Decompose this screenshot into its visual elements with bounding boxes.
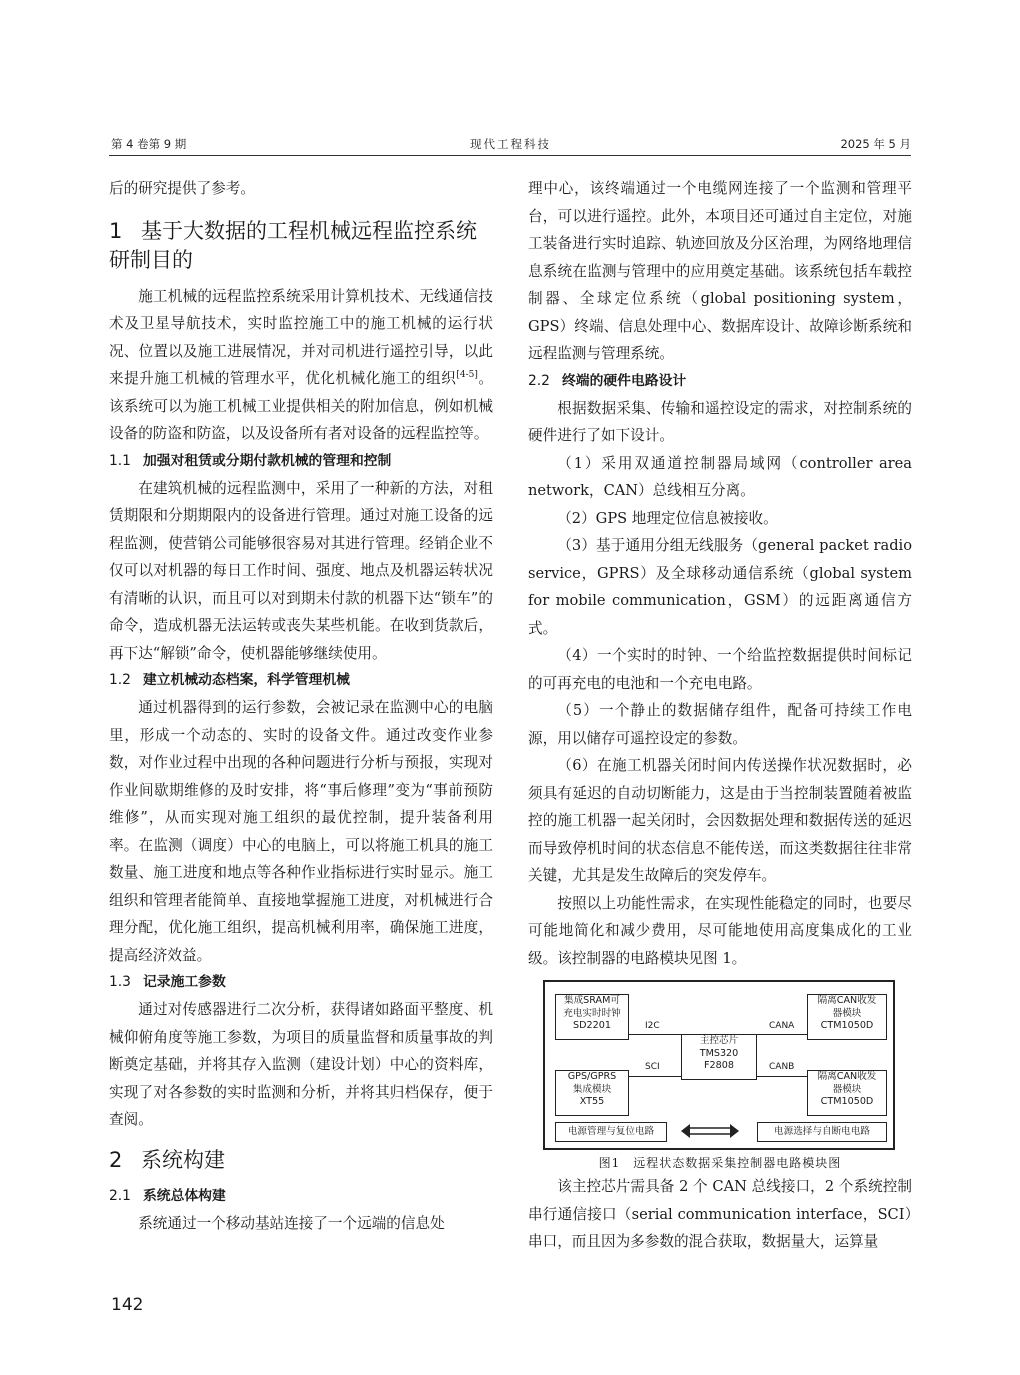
can-a-transceiver-block: 隔离CAN收发 器模块 CTM1050D [807,994,887,1040]
subsection-heading-1-1: 1.1 加强对租赁或分期付款机械的管理和控制 [109,452,392,469]
canb-label: CANB [769,1062,795,1072]
gps-gprs-block: GPS/GPRS 集成模块 XT55 [555,1070,629,1116]
paragraph: 按照以上功能性需求，在实现性能稳定的同时，也要尽可能地简化和减少费用，尽可能地使用高度集成化的工业级。该控制器的电路模块见图 1。 [528,894,912,967]
journal-date: 2025 年 5 月 [840,137,911,151]
list-item: （2）GPS 地理定位信息被接收。 [557,509,778,527]
subsection-heading-2-1: 2.1 系统总体构建 [109,1187,226,1204]
paragraph: 理中心，该终端通过一个电缆网连接了一个监测和管理平台，可以进行遥控。此外，本项目还可通过自主定位，对施工装备进行实时追踪、轨迹回放及分区治理，为网络地理信息系统在监测与管理中的应用奠定基础。该系统包括车载控制器、全球定位系统（global positioning system，GPS）终端、信息处理中心、数据库设计、故障诊断系统和远程监测与管理系统。 [528,180,912,362]
list-item: （4）一个实时的时钟、一个给监控数据提供时间标记的可再充电的电池和一个充电电路。 [528,647,912,692]
right-column [528,175,912,1256]
sci-connector [628,1076,681,1077]
can-b-transceiver-block: 隔离CAN收发 器模块 CTM1050D [807,1070,887,1116]
circuit-block-diagram [543,980,895,1150]
list-item: （1）采用双通道控制器局域网（controller area network，CAN）总线相互分离。 [528,454,912,499]
main-chip-block: 主控芯片 TMS320 F2808 [681,1034,757,1080]
subsection-heading-1-3: 1.3 记录施工参数 [109,974,226,990]
header-rule [109,155,911,156]
left-column [109,175,493,1237]
sram-rtc-block: 集成SRAM可 充电实时时钟 SD2201 [555,994,629,1040]
section-heading-2: 2 系统构建 [109,1147,225,1172]
sci-label: SCI [645,1062,660,1072]
i2c-label: I2C [645,1021,660,1031]
power-management-block: 电源管理与复位电路 [555,1122,667,1142]
i2c-connector [628,1034,681,1035]
double-arrow-icon [681,1124,739,1138]
paragraph: 系统通过一个移动基站连接了一个远端的信息处 [138,1214,445,1232]
list-item: （6）在施工机器关闭时间内传送操作状况数据时，必须具有延迟的自动切断能力，这是由于当控制装置随着被监控的施工机器一起关闭时，会因数据处理和数据传送的延迟而导致停机时间的状态信息不能传送，而这类数据往往非常关键，尤其是发生故障后的突发停车。 [528,757,912,884]
canb-connector [756,1076,807,1077]
paragraph: 通过对传感器进行二次分析，获得诸如路面平整度、机械仰俯角度等施工参数，为项目的质量监督和质量事故的判断奠定基础，并将其存入监测（建设计划）中心的资料库，实现了对各参数的实时监测和分析，并将其归档保存，便于查阅。 [109,1001,493,1128]
journal-title: 现代工程科技 [470,137,551,151]
paragraph: 该主控芯片需具备 2 个 CAN 总线接口，2 个系统控制串行通信接口（serial communication interface，SCI）串口，而且因为多参数的混合获取，数据量大，运算量 [528,1178,912,1250]
list-item: （5）一个静止的数据储存组件，配备可持续工作电源，用以储存可遥控设定的参数。 [528,702,912,747]
paragraph: 后的研究提供了参考。 [109,180,255,197]
paragraph: 根据数据采集、传输和遥控设定的需求，对控制系统的硬件进行了如下设计。 [528,399,912,444]
page-number: 142 [111,1295,144,1315]
paragraph: 在建筑机械的远程监测中，采用了一种新的方法，对租赁期限和分期期限内的设备进行管理。通过对施工设备的远程监测，使营销公司能够很容易对其进行管理。经销企业不仅可以对机器的每日工作时间、强度、地点及机器运转状况有清晰的认识，而且可以对到期未付款的机器下达“锁车”的命令，造成机器无法运转或丧失某些机能。在收到货款后，再下达“解锁”命令，使机器能够继续使用。 [109,479,493,662]
cana-connector [756,1034,807,1035]
figure-caption: 图1 远程状态数据采集控制器电路模块图 [598,1156,842,1170]
section-heading-1: 1 基于大数据的工程机械远程监控系统研制目的 [109,218,477,272]
journal-volume: 第 4 卷第 9 期 [111,137,187,151]
subsection-heading-2-2: 2.2 终端的硬件电路设计 [528,372,687,389]
paragraph: 施工机械的远程监控系统采用计算机技术、无线通信技术及卫星导航技术，实时监控施工中的施工机械的运行状况、位置以及施工进展情况，并对司机进行遥控引导，以此来提升施工机械的管理水平，优化机械化施工的组织[4-5]。该系统可以为施工机械工业提供相关的附加信息，例如机械设备的防盗和防盗，以及设备所有者对设备的远程监控等。 [109,287,493,442]
power-select-block: 电源选择与自断电电路 [757,1122,887,1142]
citation: [4-5] [456,370,478,381]
cana-label: CANA [769,1021,795,1031]
list-item: （3）基于通用分组无线服务（general packet radio service，GPRS）及全球移动通信系统（global system for mobile communication，GSM）的远距离通信方式。 [528,537,912,637]
subsection-heading-1-2: 1.2 建立机械动态档案，科学管理机械 [109,672,350,688]
paragraph: 通过机器得到的运行参数，会被记录在监测中心的电脑里，形成一个动态的、实时的设备文件。通过改变作业参数，对作业过程中出现的各种问题进行分析与预报，实现对作业间歇期维修的及时安排，将“事后修理”变为“事前预防维修”，从而实现对施工组织的最优控制，提升装备利用率。在监测（调度）中心的电脑上，可以将施工机具的施工数量、施工进度和地点等各种作业指标进行实时显示。施工组织和管理者能简单、直接地掌握施工进度，对机械进行合理分配，优化施工组织，提高机械利用率，确保施工进度，提高经济效益。 [109,699,493,964]
